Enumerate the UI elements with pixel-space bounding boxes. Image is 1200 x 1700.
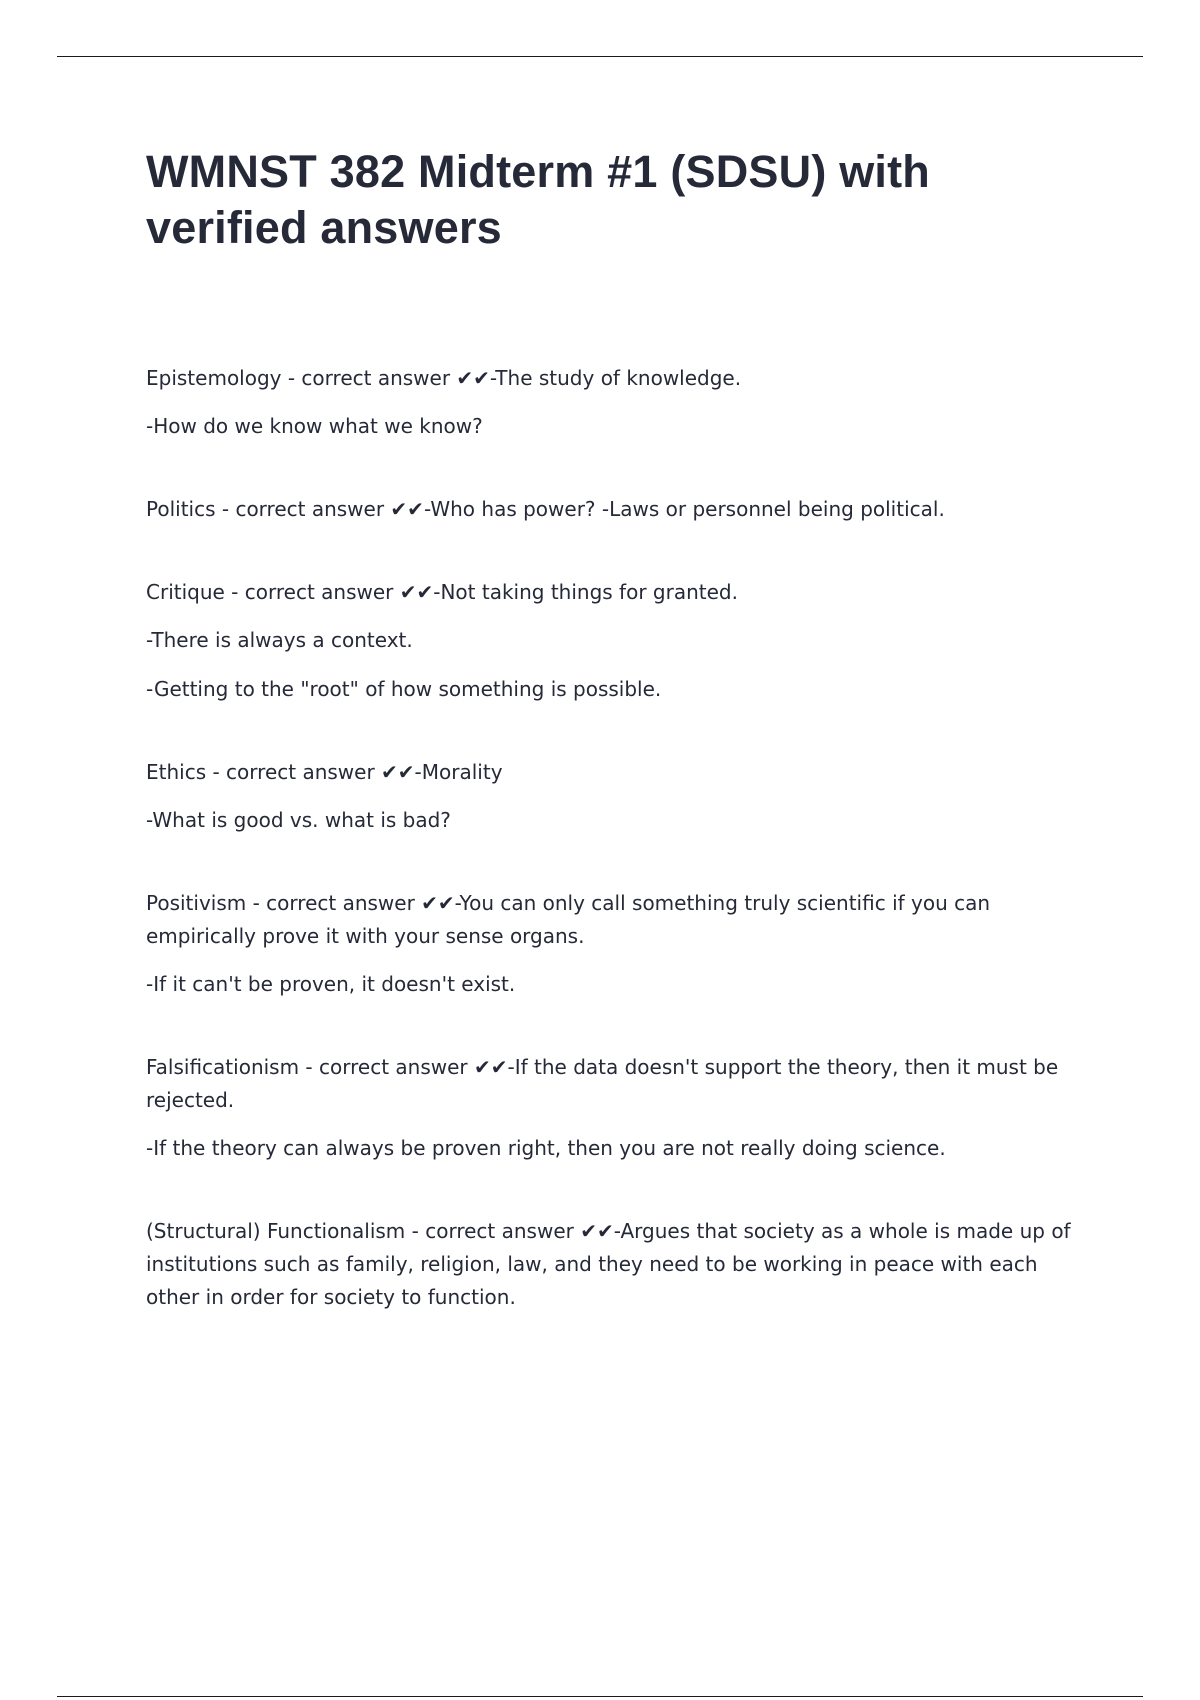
qa-question-answer: Politics - correct answer ✔✔-Who has power? -Laws or personnel being political.	[146, 497, 945, 521]
title-line-2: verified answers	[146, 202, 502, 253]
qa-item-positivism	[146, 887, 1096, 1001]
qa-question-answer: Critique - correct answer ✔✔-Not taking things for granted.	[146, 580, 738, 604]
qa-note: -There is always a context.	[146, 628, 413, 652]
qa-note: -If it can't be proven, it doesn't exist.	[146, 972, 516, 996]
footer-rule	[57, 1696, 1143, 1697]
qa-note: -How do we know what we know?	[146, 414, 483, 438]
document-title	[146, 144, 1096, 256]
qa-question-answer: Ethics - correct answer ✔✔-Morality	[146, 760, 503, 784]
qa-note: -If the theory can always be proven right, then you are not really doing science.	[146, 1136, 946, 1160]
qa-item-functionalism	[146, 1215, 1096, 1314]
qa-question-answer: Epistemology - correct answer ✔✔-The study of knowledge.	[146, 366, 742, 390]
qa-question-answer: Positivism - correct answer ✔✔-You can only call something truly scientific if you can empirically prove it with your sense organs.	[146, 891, 991, 948]
document-body	[146, 144, 1096, 1364]
title-line-1: WMNST 382 Midterm #1 (SDSU) with	[146, 146, 930, 197]
qa-note: -Getting to the "root" of how something is possible.	[146, 677, 662, 701]
header-rule	[57, 56, 1143, 57]
qa-item-epistemology	[146, 362, 1096, 443]
qa-item-critique	[146, 576, 1096, 706]
qa-note: -What is good vs. what is bad?	[146, 808, 451, 832]
qa-question-answer: (Structural) Functionalism - correct answer ✔✔-Argues that society as a whole is made up of institutions such as family, religion, law, and they need to be working in peace with each other in order for society to function.	[146, 1219, 1071, 1309]
qa-item-falsificationism	[146, 1051, 1096, 1165]
qa-item-politics	[146, 493, 1096, 526]
qa-item-ethics	[146, 756, 1096, 837]
qa-list	[146, 362, 1096, 1314]
qa-question-answer: Falsificationism - correct answer ✔✔-If the data doesn't support the theory, then it must be rejected.	[146, 1055, 1059, 1112]
